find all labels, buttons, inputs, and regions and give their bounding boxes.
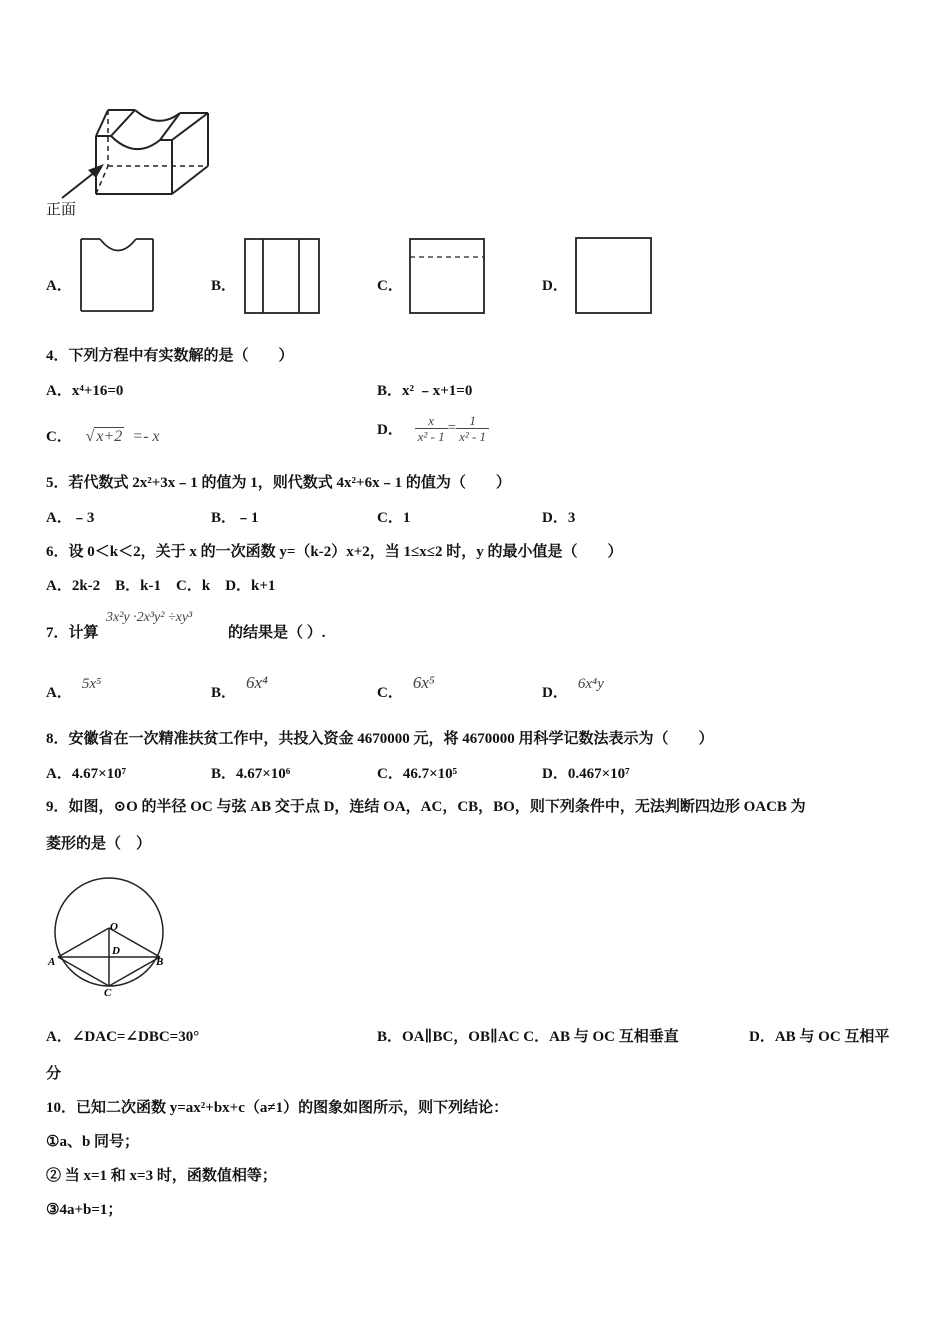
q7-option-d-letter: D． xyxy=(542,685,568,701)
q7-expression: 3x²y ·2x³y² ÷xy³ xyxy=(106,610,193,625)
q7-option-c[interactable] xyxy=(377,672,435,701)
q7-option-b[interactable] xyxy=(211,672,268,701)
q4-option-c-rhs: =- x xyxy=(132,428,160,445)
q7-option-c-expr: 6x⁵ xyxy=(412,673,435,692)
label-o: O xyxy=(110,921,118,933)
q8-option-d[interactable]: D．0.467×10⁷ xyxy=(542,766,630,782)
q9-stem-line1: 9．如图，⊙O 的半径 OC 与弦 AB 交于点 D，连结 OA，AC，CB，BO，则下列条件中，无法判断四边形 OACB 为 xyxy=(46,799,806,815)
circle-figure xyxy=(45,868,175,1003)
q6-options[interactable]: A．2k-2 B．k-1 C．k D．k+1 xyxy=(46,578,276,594)
q6-stem: 6．设 0＜k＜2，关于 x 的一次函数 y=（k-2）x+2，当 1≤x≤2 时，y 的最小值是（ ） xyxy=(46,544,623,560)
q4-option-b[interactable] xyxy=(377,379,472,400)
q4-option-d-num1: x xyxy=(415,413,448,429)
q7-option-c-letter: C． xyxy=(377,685,403,701)
label-b: B xyxy=(156,956,164,968)
q10-stem: 10．已知二次函数 y=ax²+bx+c（a≠1）的图象如图所示，则下列结论： xyxy=(46,1100,509,1116)
q3-option-c-letter[interactable]: C． xyxy=(377,278,403,294)
label-d: D xyxy=(112,945,120,957)
q7-option-b-letter: B． xyxy=(211,685,237,701)
q4-option-d-num2: 1 xyxy=(456,413,489,429)
q10-item-3: ③4a+b=1； xyxy=(46,1202,123,1218)
q4-option-c-letter: C． xyxy=(46,429,72,445)
q4-option-a[interactable] xyxy=(46,379,123,400)
q4-option-d-letter: D． xyxy=(377,422,403,438)
q7-option-b-expr: 6x⁴ xyxy=(246,673,268,692)
q4-option-d-den2: x² - 1 xyxy=(459,429,487,444)
q4-option-a-letter: A． xyxy=(46,383,72,399)
q7-option-a[interactable] xyxy=(46,672,102,701)
q7-option-a-letter: A． xyxy=(46,685,72,701)
q7-suffix: 的结果是（ ）. xyxy=(228,625,326,641)
q4-option-c-radicand: x+2 xyxy=(96,428,123,445)
q3-option-d-figure[interactable] xyxy=(574,236,654,316)
q4-option-b-letter: B． xyxy=(377,383,403,399)
q4-option-d[interactable] xyxy=(377,413,489,444)
q3-option-b-letter[interactable]: B． xyxy=(211,278,237,294)
q4-option-d-den1: x² - 1 xyxy=(417,429,445,444)
q5-option-b[interactable]: B．﹣1 xyxy=(211,510,259,526)
q9-option-a[interactable]: A．∠DAC=∠DBC=30° xyxy=(46,1029,200,1045)
q10-item-2: ② 当 x=1 和 x=3 时，函数值相等； xyxy=(46,1168,277,1184)
q4-option-a-text: x⁴+16=0 xyxy=(71,383,124,399)
q3-option-a-letter[interactable]: A． xyxy=(46,278,72,294)
q7-option-a-expr: 5x⁵ xyxy=(81,676,102,692)
solid-figure xyxy=(0,0,950,230)
front-label: 正面 xyxy=(46,200,77,218)
q7-option-d[interactable] xyxy=(542,672,604,701)
q4-option-b-text: x² ﹣x+1=0 xyxy=(402,383,473,399)
q7-prefix: 7．计算 xyxy=(46,625,99,641)
q4-option-d-equals: = xyxy=(447,420,457,436)
q3-option-a-figure[interactable] xyxy=(78,236,158,316)
q5-option-a[interactable]: A．﹣3 xyxy=(46,510,95,526)
q8-option-a[interactable]: A．4.67×10⁷ xyxy=(46,766,127,782)
q10-item-1: ①a、b 同号； xyxy=(46,1134,140,1150)
label-c: C xyxy=(104,987,112,999)
q7-option-d-expr: 6x⁴y xyxy=(577,676,604,692)
q3-option-b-figure[interactable] xyxy=(243,237,323,317)
q9-stem-line2: 菱形的是（ ） xyxy=(46,836,152,852)
q3-option-d-letter[interactable]: D． xyxy=(542,278,568,294)
q5-stem: 5．若代数式 2x²+3x﹣1 的值为 1，则代数式 4x²+6x﹣1 的值为（ ） xyxy=(46,475,511,491)
q9-option-d-continued: 分 xyxy=(46,1066,62,1082)
label-a: A xyxy=(48,956,56,968)
q5-option-c[interactable]: C．1 xyxy=(377,510,411,526)
q8-option-c[interactable]: C．46.7×10⁵ xyxy=(377,766,458,782)
q4-option-c[interactable]: C． √ x+2 =- x xyxy=(46,428,160,445)
q9-option-bc[interactable]: B．OA∥BC，OB∥AC C．AB 与 OC 互相垂直 xyxy=(377,1029,679,1045)
q4-stem: 4．下列方程中有实数解的是（ ） xyxy=(46,348,294,364)
q9-option-d[interactable]: D．AB 与 OC 互相平 xyxy=(749,1029,890,1045)
q8-stem: 8．安徽省在一次精准扶贫工作中，共投入资金 4670000 元，将 4670000 用科学记数法表示为（ ） xyxy=(46,731,714,747)
q3-option-c-figure[interactable] xyxy=(408,237,488,317)
q8-option-b[interactable]: B．4.67×10⁶ xyxy=(211,766,291,782)
q5-option-d[interactable]: D．3 xyxy=(542,510,576,526)
